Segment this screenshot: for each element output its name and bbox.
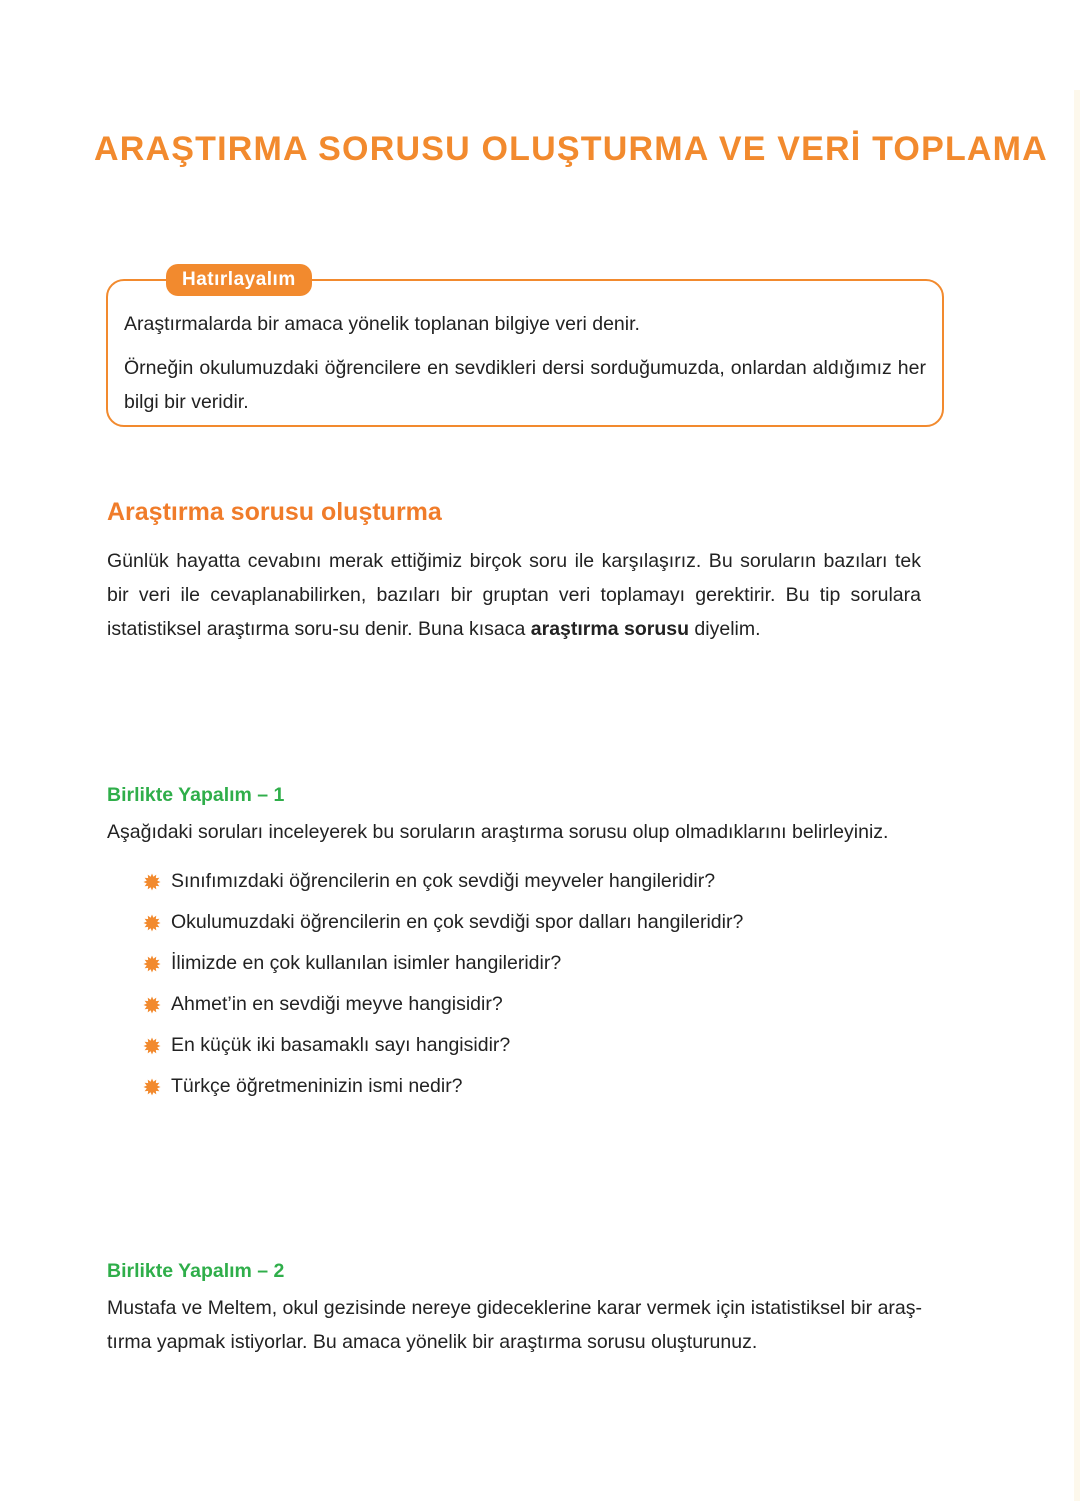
- paragraph-text-end: diyelim.: [689, 618, 761, 640]
- paragraph-text: Günlük hayatta cevabını merak ettiğimiz birçok soru ile karşılaşırız. Bu soruların bazıları tek bir veri ile cevaplanabilirken, bazıları bir gruptan veri toplamayı gerektirir. Bu tip sorulara istatistiksel araştırma soru-su denir. Buna kısaca: [107, 550, 921, 640]
- question-item: [143, 861, 743, 902]
- page-title: ARAŞTIRMA SORUSU OLUŞTURMA VE VERİ TOPLAMA: [94, 130, 1048, 168]
- section-heading: Araştırma sorusu oluşturma: [107, 498, 442, 526]
- bullet-star-icon: [143, 955, 161, 973]
- question-text: İlimizde en çok kullanılan isimler hangileridir?: [171, 952, 562, 974]
- bullet-star-icon: [143, 914, 161, 932]
- question-text: Ahmet’in en sevdiği meyve hangisidir?: [171, 993, 503, 1015]
- question-text: Türkçe öğretmeninizin ismi nedir?: [171, 1075, 463, 1097]
- bullet-star-icon: [143, 1037, 161, 1055]
- question-item: [143, 1066, 743, 1107]
- question-text: Sınıfımızdaki öğrencilerin en çok sevdiği meyveler hangileridir?: [171, 870, 716, 892]
- activity2-heading: Birlikte Yapalım – 2: [107, 1260, 285, 1282]
- bullet-star-icon: [143, 996, 161, 1014]
- question-text: Okulumuzdaki öğrencilerin en çok sevdiği spor dalları hangileridir?: [171, 911, 744, 933]
- question-item: [143, 943, 743, 984]
- question-list: [143, 861, 743, 1107]
- question-item: [143, 984, 743, 1025]
- remember-badge: Hatırlayalım: [166, 264, 312, 296]
- paragraph-bold: araştırma sorusu: [530, 618, 690, 640]
- question-text: En küçük iki basamaklı sayı hangisidir?: [171, 1034, 511, 1056]
- bullet-star-icon: [143, 1078, 161, 1096]
- section-paragraph: [107, 544, 921, 646]
- bullet-star-icon: [143, 873, 161, 891]
- activity1-heading: Birlikte Yapalım – 1: [107, 784, 285, 806]
- question-item: [143, 1025, 743, 1066]
- page-edge: [1074, 90, 1080, 1501]
- activity2-text: Mustafa ve Meltem, okul gezisinde nereye gideceklerine karar vermek için istatistiksel bir araş-tırma yapmak istiyorlar. Bu amaca yönelik bir araştırma sorusu oluşturunuz.: [107, 1297, 922, 1353]
- remember-text-1: Araştırmalarda bir amaca yönelik toplanan bilgiye veri denir.: [124, 313, 640, 335]
- question-item: [143, 902, 743, 943]
- remember-text-2: Örneğin okulumuzdaki öğrencilere en sevdikleri dersi sorduğumuzda, onlardan aldığımız her bilgi bir veridir.: [124, 357, 926, 413]
- activity1-instruction: Aşağıdaki soruları inceleyerek bu soruların araştırma sorusu olup olmadıklarını belirleyiniz.: [107, 821, 889, 843]
